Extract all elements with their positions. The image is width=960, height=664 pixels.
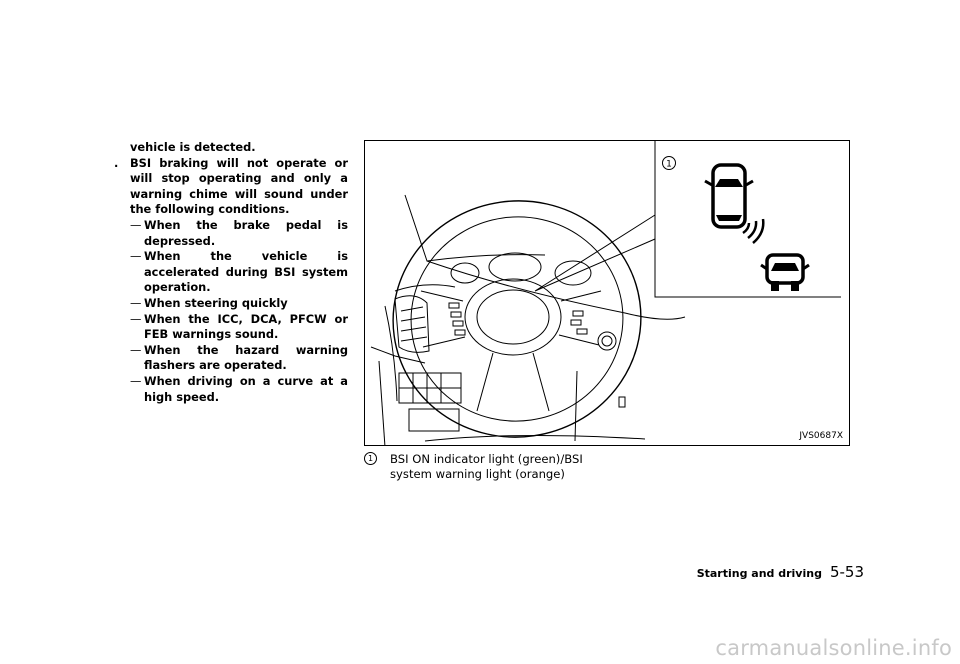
- body-text-column: [112, 140, 348, 405]
- dash-mark: —: [130, 311, 142, 326]
- page-number: 5-53: [829, 563, 864, 581]
- bsi-indicator-icon: [705, 165, 809, 291]
- dash-mark: —: [130, 249, 142, 264]
- dash-item: [112, 312, 348, 343]
- section-title: Starting and driving: [696, 567, 822, 580]
- dash-item: [112, 296, 348, 312]
- svg-text:1: 1: [666, 159, 672, 170]
- page-footer: [697, 563, 864, 581]
- steering-wheel-drawing: [365, 141, 850, 446]
- dash-item: [112, 374, 348, 405]
- caption-text: BSI ON indicator light (green)/BSI system warning light (orange): [390, 452, 583, 481]
- dash-text: When the hazard warning flashers are operated.: [144, 342, 348, 373]
- dash-text: When steering quickly: [144, 295, 288, 310]
- callout-marker: [663, 157, 676, 170]
- dash-text: When driving on a curve at a high speed.: [144, 373, 348, 404]
- dash-text: When the brake pedal is depressed.: [144, 217, 348, 248]
- bullet-item: [112, 156, 348, 218]
- caption-number: 1: [364, 452, 377, 465]
- dash-mark: —: [130, 295, 142, 310]
- dash-mark: —: [130, 373, 142, 388]
- dash-text: When the vehicle is accelerated during BSI system operation.: [144, 249, 348, 295]
- dashboard-illustration: [364, 140, 850, 446]
- dash-item: [112, 218, 348, 249]
- dash-mark: —: [130, 342, 142, 357]
- watermark: carmanualsonline.info: [715, 636, 952, 660]
- dash-item: [112, 249, 348, 296]
- bullet-text: BSI braking will not operate or will stop operating and only a warning chime will sound under the following conditions.: [130, 155, 348, 217]
- dash-mark: —: [130, 217, 142, 232]
- figure-caption: [364, 452, 624, 482]
- dash-item: [112, 343, 348, 374]
- figure-code: JVS0687X: [799, 431, 843, 441]
- dash-text: When the ICC, DCA, PFCW or FEB warnings sound.: [144, 311, 348, 342]
- bullet-mark: .: [114, 155, 119, 170]
- continued-text: vehicle is detected.: [130, 140, 256, 154]
